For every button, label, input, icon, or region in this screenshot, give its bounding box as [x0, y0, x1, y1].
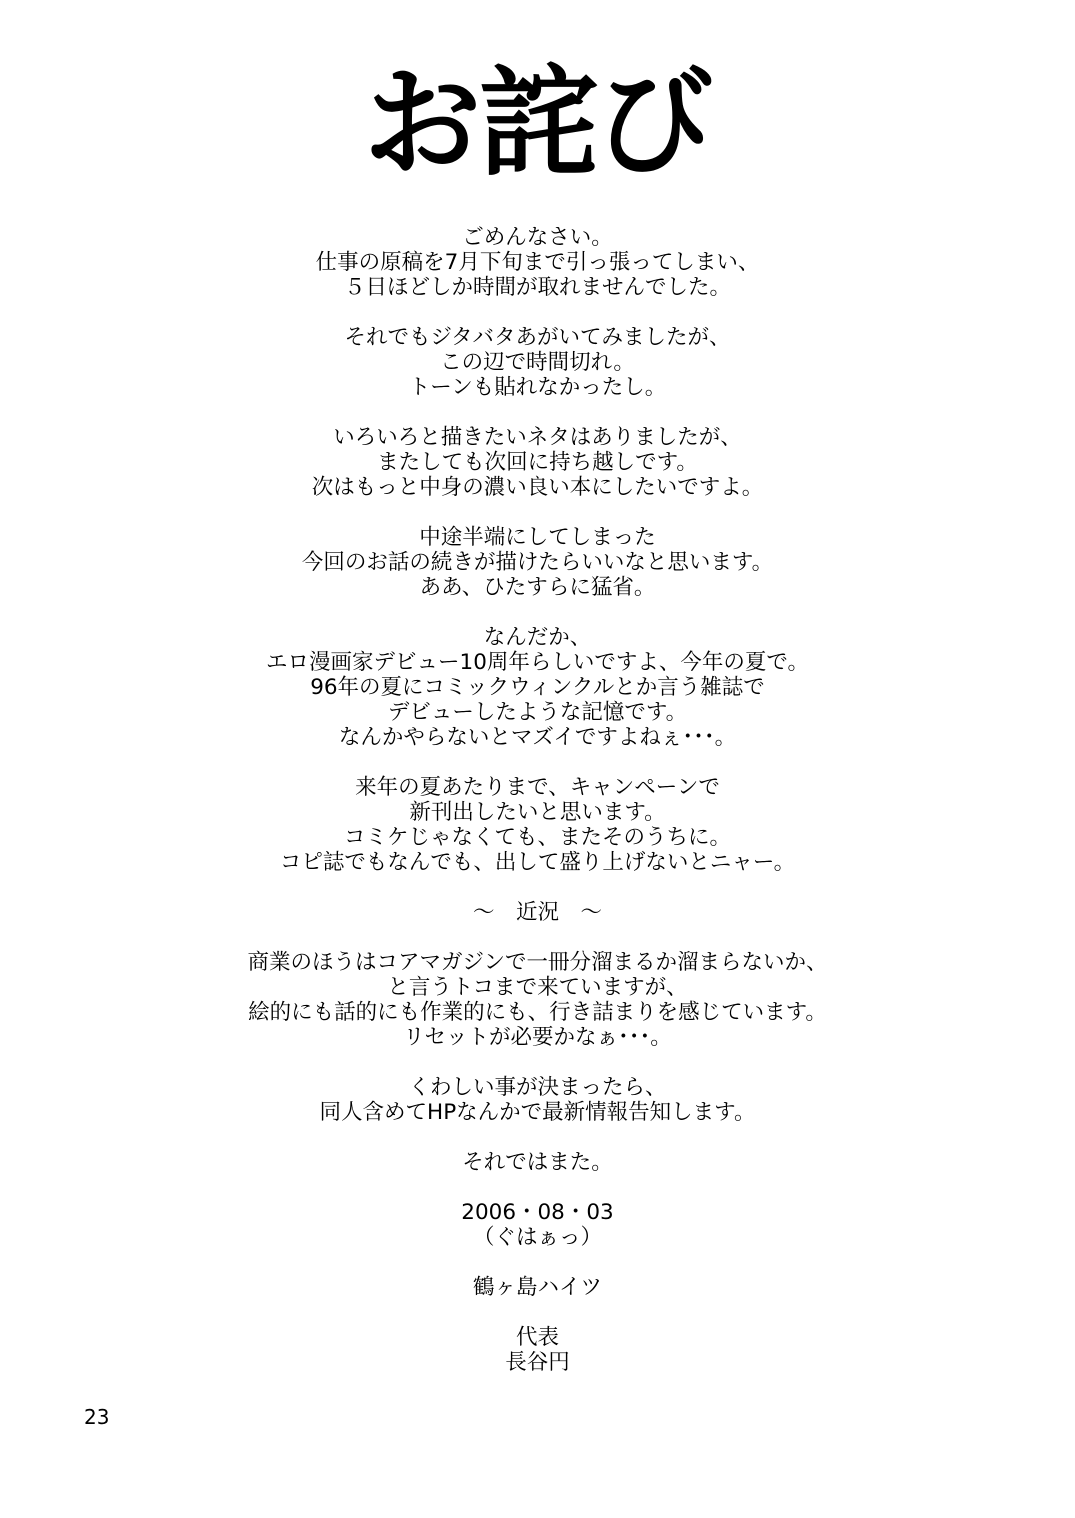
text-line: リセットが必要かなぁ･･･。	[403, 1025, 672, 1050]
text-line: コミケじゃなくても、またそのうちに。	[343, 825, 731, 850]
text-line: ああ、ひたすらに猛省。	[419, 575, 656, 600]
text-line: ごめんなさい。	[462, 225, 613, 250]
paragraph	[0, 1075, 1075, 1125]
text-line: 2006・08・03	[461, 1200, 614, 1225]
paragraph	[0, 1325, 1075, 1375]
text-line: 絵的にも話的にも作業的にも、行き詰まりを感じています。	[248, 1000, 827, 1025]
text-line: 長谷円	[505, 1350, 570, 1375]
text-line: 新刊出したいと思います。	[409, 800, 666, 825]
text-line: 鶴ヶ島ハイツ	[472, 1275, 602, 1300]
text-line: トーンも貼れなかったし。	[408, 375, 667, 400]
paragraphs-after	[0, 950, 1075, 1375]
text-line: くわしい事が決まったら、	[408, 1075, 667, 1100]
text-line: いろいろと描きたいネタはありましたが、	[333, 425, 742, 450]
text-line: なんだか、	[483, 625, 592, 650]
text-line: それではまた。	[462, 1150, 613, 1175]
text-line: 商業のほうはコアマガジンで一冊分溜まるか溜まらないか、	[247, 950, 828, 975]
text-line: 来年の夏あたりまで、キャンペーンで	[355, 775, 720, 800]
text-line: デビューしたような記憶です。	[387, 700, 688, 725]
paragraph	[0, 775, 1075, 875]
text-line: コピ誌でもなんでも、出して盛り上げないとニャー。	[279, 850, 796, 875]
paragraph	[0, 1200, 1075, 1250]
text-line: 次はもっと中身の濃い良い本にしたいですよ。	[311, 475, 764, 500]
paragraph	[0, 425, 1075, 500]
paragraph	[0, 1150, 1075, 1175]
paragraph	[0, 1275, 1075, 1300]
paragraphs-before	[0, 225, 1075, 875]
text-line: なんかやらないとマズイですよねぇ･･･。	[338, 725, 737, 750]
text-line: この辺で時間切れ。	[440, 350, 635, 375]
text-line: 仕事の原稿を7月下旬まで引っ張ってしまい、	[315, 250, 760, 275]
section-heading: ～ 近況 ～	[472, 900, 602, 925]
page-title: お詫び	[363, 54, 712, 192]
text-line: 中途半端にしてしまった	[419, 525, 656, 550]
text-line: エロ漫画家デビュー10周年らしいですよ、今年の夏で。	[266, 650, 809, 675]
text-line: 96年の夏にコミックウィンクルとか言う雑誌で	[310, 675, 765, 700]
text-line: と言うトコまで来ていますが、	[387, 975, 688, 1000]
paragraph	[0, 525, 1075, 600]
text-line: （ぐはぁっ）	[472, 1225, 602, 1250]
paragraph	[0, 625, 1075, 750]
text-line: 代表	[515, 1325, 559, 1350]
paragraph	[0, 325, 1075, 400]
text-line: 今回のお話の続きが描けたらいいなと思います。	[301, 550, 774, 575]
body-text	[0, 225, 1075, 1400]
page-number: 23	[84, 1405, 110, 1429]
text-line: ５日ほどしか時間が取れませんでした。	[343, 275, 731, 300]
paragraph	[0, 950, 1075, 1050]
paragraph	[0, 225, 1075, 300]
text-line: 同人含めてHPなんかで最新情報告知します。	[319, 1100, 756, 1125]
text-line: またしても次回に持ち越しです。	[377, 450, 698, 475]
text-line: それでもジタバタあがいてみましたが、	[344, 325, 731, 350]
